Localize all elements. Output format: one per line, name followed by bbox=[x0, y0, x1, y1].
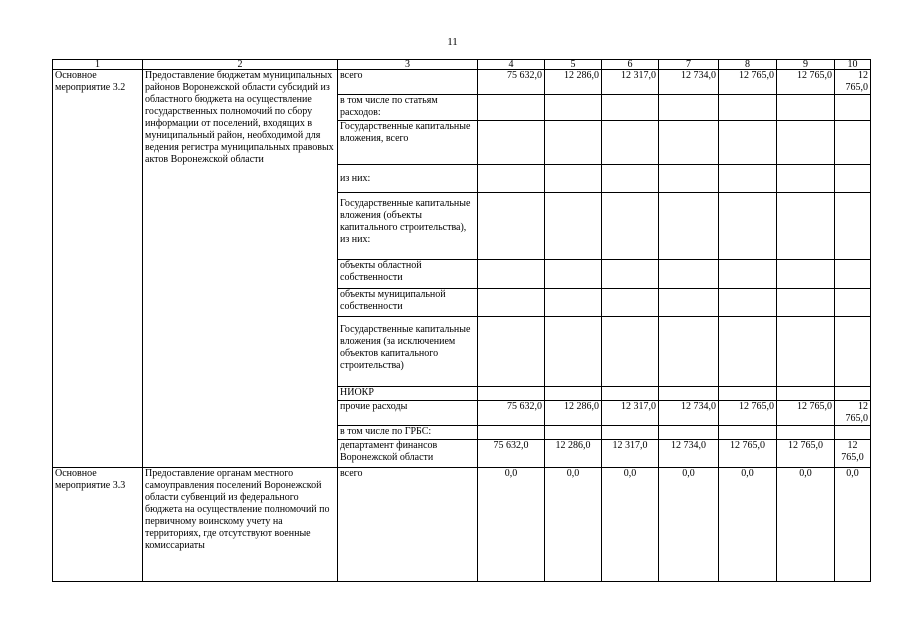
value-cell bbox=[659, 193, 719, 260]
budget-table bbox=[52, 59, 871, 582]
value-cell bbox=[602, 317, 659, 387]
value-cell bbox=[602, 289, 659, 317]
value-cell bbox=[777, 193, 835, 260]
value-cell: 12 317,0 bbox=[602, 440, 659, 468]
value-cell: 0,0 bbox=[659, 468, 719, 582]
value-cell bbox=[545, 193, 602, 260]
page-number: 11 bbox=[447, 36, 458, 48]
value-cell bbox=[719, 260, 777, 289]
value-cell bbox=[602, 426, 659, 440]
value-cell: 12 286,0 bbox=[545, 70, 602, 95]
row-label: прочие расходы bbox=[338, 401, 478, 426]
header-cell: 7 bbox=[659, 60, 719, 70]
value-cell bbox=[602, 193, 659, 260]
value-cell bbox=[478, 317, 545, 387]
value-cell bbox=[478, 95, 545, 121]
value-cell bbox=[659, 260, 719, 289]
value-cell bbox=[719, 121, 777, 165]
row-label: Государственные капитальные вложения (объекты капитального строительства), из них: bbox=[338, 193, 478, 260]
value-cell bbox=[545, 95, 602, 121]
value-cell bbox=[659, 289, 719, 317]
value-cell bbox=[777, 165, 835, 193]
row-label: НИОКР bbox=[338, 387, 478, 401]
value-cell bbox=[478, 121, 545, 165]
value-cell: 12 765,0 bbox=[719, 440, 777, 468]
value-cell bbox=[659, 95, 719, 121]
value-cell bbox=[835, 260, 871, 289]
value-cell bbox=[545, 289, 602, 317]
value-cell bbox=[719, 193, 777, 260]
row-label: Государственные капитальные вложения (за исключением объектов капитального строительства) bbox=[338, 317, 478, 387]
header-cell: 1 bbox=[53, 60, 143, 70]
value-cell: 0,0 bbox=[602, 468, 659, 582]
header-cell: 4 bbox=[478, 60, 545, 70]
row-label: Государственные капитальные вложения, всего bbox=[338, 121, 478, 165]
header-cell: 9 bbox=[777, 60, 835, 70]
value-cell: 0,0 bbox=[835, 468, 871, 582]
value-cell: 12 765,0 bbox=[835, 401, 871, 426]
value-cell: 12 765,0 bbox=[777, 440, 835, 468]
value-cell: 0,0 bbox=[777, 468, 835, 582]
event-cell: Основное мероприятие 3.3 bbox=[53, 468, 143, 582]
value-cell bbox=[659, 426, 719, 440]
value-cell: 12 765,0 bbox=[777, 401, 835, 426]
row-label: в том числе по ГРБС: bbox=[338, 426, 478, 440]
value-cell bbox=[478, 260, 545, 289]
value-cell bbox=[545, 260, 602, 289]
value-cell bbox=[659, 317, 719, 387]
value-cell bbox=[545, 387, 602, 401]
value-cell bbox=[719, 387, 777, 401]
value-cell bbox=[719, 426, 777, 440]
header-cell: 6 bbox=[602, 60, 659, 70]
value-cell bbox=[659, 165, 719, 193]
row-label: объекты муниципальной собственности bbox=[338, 289, 478, 317]
value-cell: 12 286,0 bbox=[545, 440, 602, 468]
value-cell bbox=[659, 387, 719, 401]
value-cell bbox=[602, 260, 659, 289]
value-cell: 12 734,0 bbox=[659, 401, 719, 426]
value-cell: 12 765,0 bbox=[777, 70, 835, 95]
value-cell bbox=[835, 193, 871, 260]
value-cell: 12 734,0 bbox=[659, 440, 719, 468]
value-cell bbox=[777, 387, 835, 401]
value-cell bbox=[545, 317, 602, 387]
value-cell bbox=[602, 165, 659, 193]
value-cell bbox=[602, 387, 659, 401]
value-cell bbox=[478, 387, 545, 401]
row-label: в том числе по статьям расходов: bbox=[338, 95, 478, 121]
header-cell: 10 bbox=[835, 60, 871, 70]
value-cell bbox=[602, 121, 659, 165]
value-cell: 12 317,0 bbox=[602, 401, 659, 426]
value-cell: 0,0 bbox=[545, 468, 602, 582]
value-cell: 12 765,0 bbox=[719, 70, 777, 95]
value-cell bbox=[835, 121, 871, 165]
value-cell bbox=[719, 317, 777, 387]
value-cell bbox=[719, 95, 777, 121]
value-cell: 12 317,0 bbox=[602, 70, 659, 95]
value-cell: 12 734,0 bbox=[659, 70, 719, 95]
value-cell bbox=[835, 426, 871, 440]
value-cell bbox=[835, 165, 871, 193]
value-cell bbox=[545, 165, 602, 193]
value-cell bbox=[777, 426, 835, 440]
value-cell: 75 632,0 bbox=[478, 440, 545, 468]
row-label: всего bbox=[338, 468, 478, 582]
value-cell bbox=[545, 426, 602, 440]
value-cell: 12 765,0 bbox=[835, 70, 871, 95]
value-cell bbox=[478, 193, 545, 260]
header-cell: 8 bbox=[719, 60, 777, 70]
value-cell bbox=[777, 289, 835, 317]
value-cell bbox=[835, 317, 871, 387]
value-cell: 12 286,0 bbox=[545, 401, 602, 426]
value-cell bbox=[835, 95, 871, 121]
value-cell bbox=[478, 165, 545, 193]
value-cell bbox=[719, 165, 777, 193]
value-cell bbox=[719, 289, 777, 317]
value-cell bbox=[777, 95, 835, 121]
description-cell: Предоставление бюджетам муниципальных районов Воронежской области субсидий из областного бюджета на осуществление государственных полномочий по сбору информации от поселений, входящих в муниципальный район, необходимой для ведения регистра муниципальных правовых актов Воронежской области bbox=[143, 70, 338, 468]
value-cell bbox=[835, 387, 871, 401]
value-cell bbox=[602, 95, 659, 121]
row-label: из них: bbox=[338, 165, 478, 193]
event-cell: Основное мероприятие 3.2 bbox=[53, 70, 143, 468]
header-row bbox=[53, 60, 871, 70]
header-cell: 2 bbox=[143, 60, 338, 70]
value-cell bbox=[478, 289, 545, 317]
value-cell: 75 632,0 bbox=[478, 70, 545, 95]
value-cell bbox=[835, 289, 871, 317]
value-cell bbox=[545, 121, 602, 165]
row-label: всего bbox=[338, 70, 478, 95]
value-cell: 0,0 bbox=[719, 468, 777, 582]
header-cell: 5 bbox=[545, 60, 602, 70]
table-row bbox=[53, 70, 871, 95]
value-cell bbox=[478, 426, 545, 440]
value-cell: 0,0 bbox=[478, 468, 545, 582]
value-cell: 12 765,0 bbox=[835, 440, 871, 468]
value-cell bbox=[659, 121, 719, 165]
description-cell: Предоставление органам местного самоуправления поселений Воронежской области субвенций из федерального бюджета на осуществление полномочий по первичному воинскому учету на территориях, где отсутствуют военные комиссариаты bbox=[143, 468, 338, 582]
value-cell bbox=[777, 317, 835, 387]
value-cell bbox=[777, 260, 835, 289]
row-label: департамент финансов Воронежской области bbox=[338, 440, 478, 468]
value-cell: 75 632,0 bbox=[478, 401, 545, 426]
row-label: объекты областной собственности bbox=[338, 260, 478, 289]
table-row bbox=[53, 468, 871, 582]
value-cell: 12 765,0 bbox=[719, 401, 777, 426]
header-cell: 3 bbox=[338, 60, 478, 70]
value-cell bbox=[777, 121, 835, 165]
